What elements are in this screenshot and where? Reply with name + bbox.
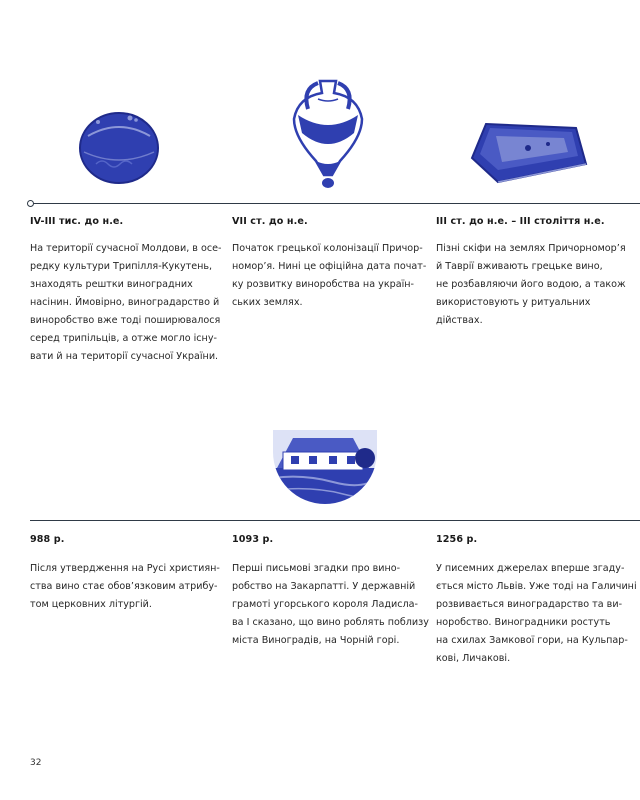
church-photo-icon xyxy=(273,428,377,508)
era-description: Пізні скіфи на землях Причорномор’я й Таврії вживають грецьке вино, не розбавляючи його водою, а також використовують у ритуальних дійствах. xyxy=(436,243,626,326)
era-description: На території сучасної Молдови, в осе- редку культури Трипілля-Кукутень, знаходять рештки виноградних насінин. Ймовірно, виноградарство й виноробство вже тоді поширювалося серед трипільців, а отже могло існу- вати й на території сучасної України. xyxy=(30,243,222,362)
page-number: 32 xyxy=(30,758,42,768)
era-heading: III ст. до н.е. – III століття н.е. xyxy=(436,216,605,227)
era-heading: VII ст. до н.е. xyxy=(232,216,308,227)
era-description: У писемних джерелах вперше згаду- ється місто Львів. Уже тоді на Галичині розвивається виноградарство та ви- норобство. Виноградники ростуть на схилах Замкової гори, на Кульпар- кові, Личакові. xyxy=(436,563,637,664)
timeline-line xyxy=(33,203,640,204)
era-description: Початок грецької колонізації Причор- номор’я. Нині це офіційна дата почат- ку розвитку виноробства на україн- ських землях. xyxy=(232,243,427,308)
era-heading: 1093 р. xyxy=(232,534,274,545)
trypillia-pot-icon xyxy=(76,108,162,186)
era-heading: IV-III тис. до н.е. xyxy=(30,216,124,227)
era-heading: 1256 р. xyxy=(436,534,478,545)
greek-amphora-icon xyxy=(288,75,368,190)
era-description: Після утвердження на Русі християн- ства вино стає обов’язковим атрибу- том церковних літургій. xyxy=(30,563,220,610)
scythian-bowl-icon xyxy=(468,118,588,188)
era-heading: 988 р. xyxy=(30,534,65,545)
timeline-line xyxy=(30,520,640,521)
era-description: Перші письмові згадки про вино- робство на Закарпатті. У державній грамоті угорського короля Ладисла- ва I сказано, що вино роблять поблизу міста Виноградів, на Чорній горі. xyxy=(232,563,429,646)
